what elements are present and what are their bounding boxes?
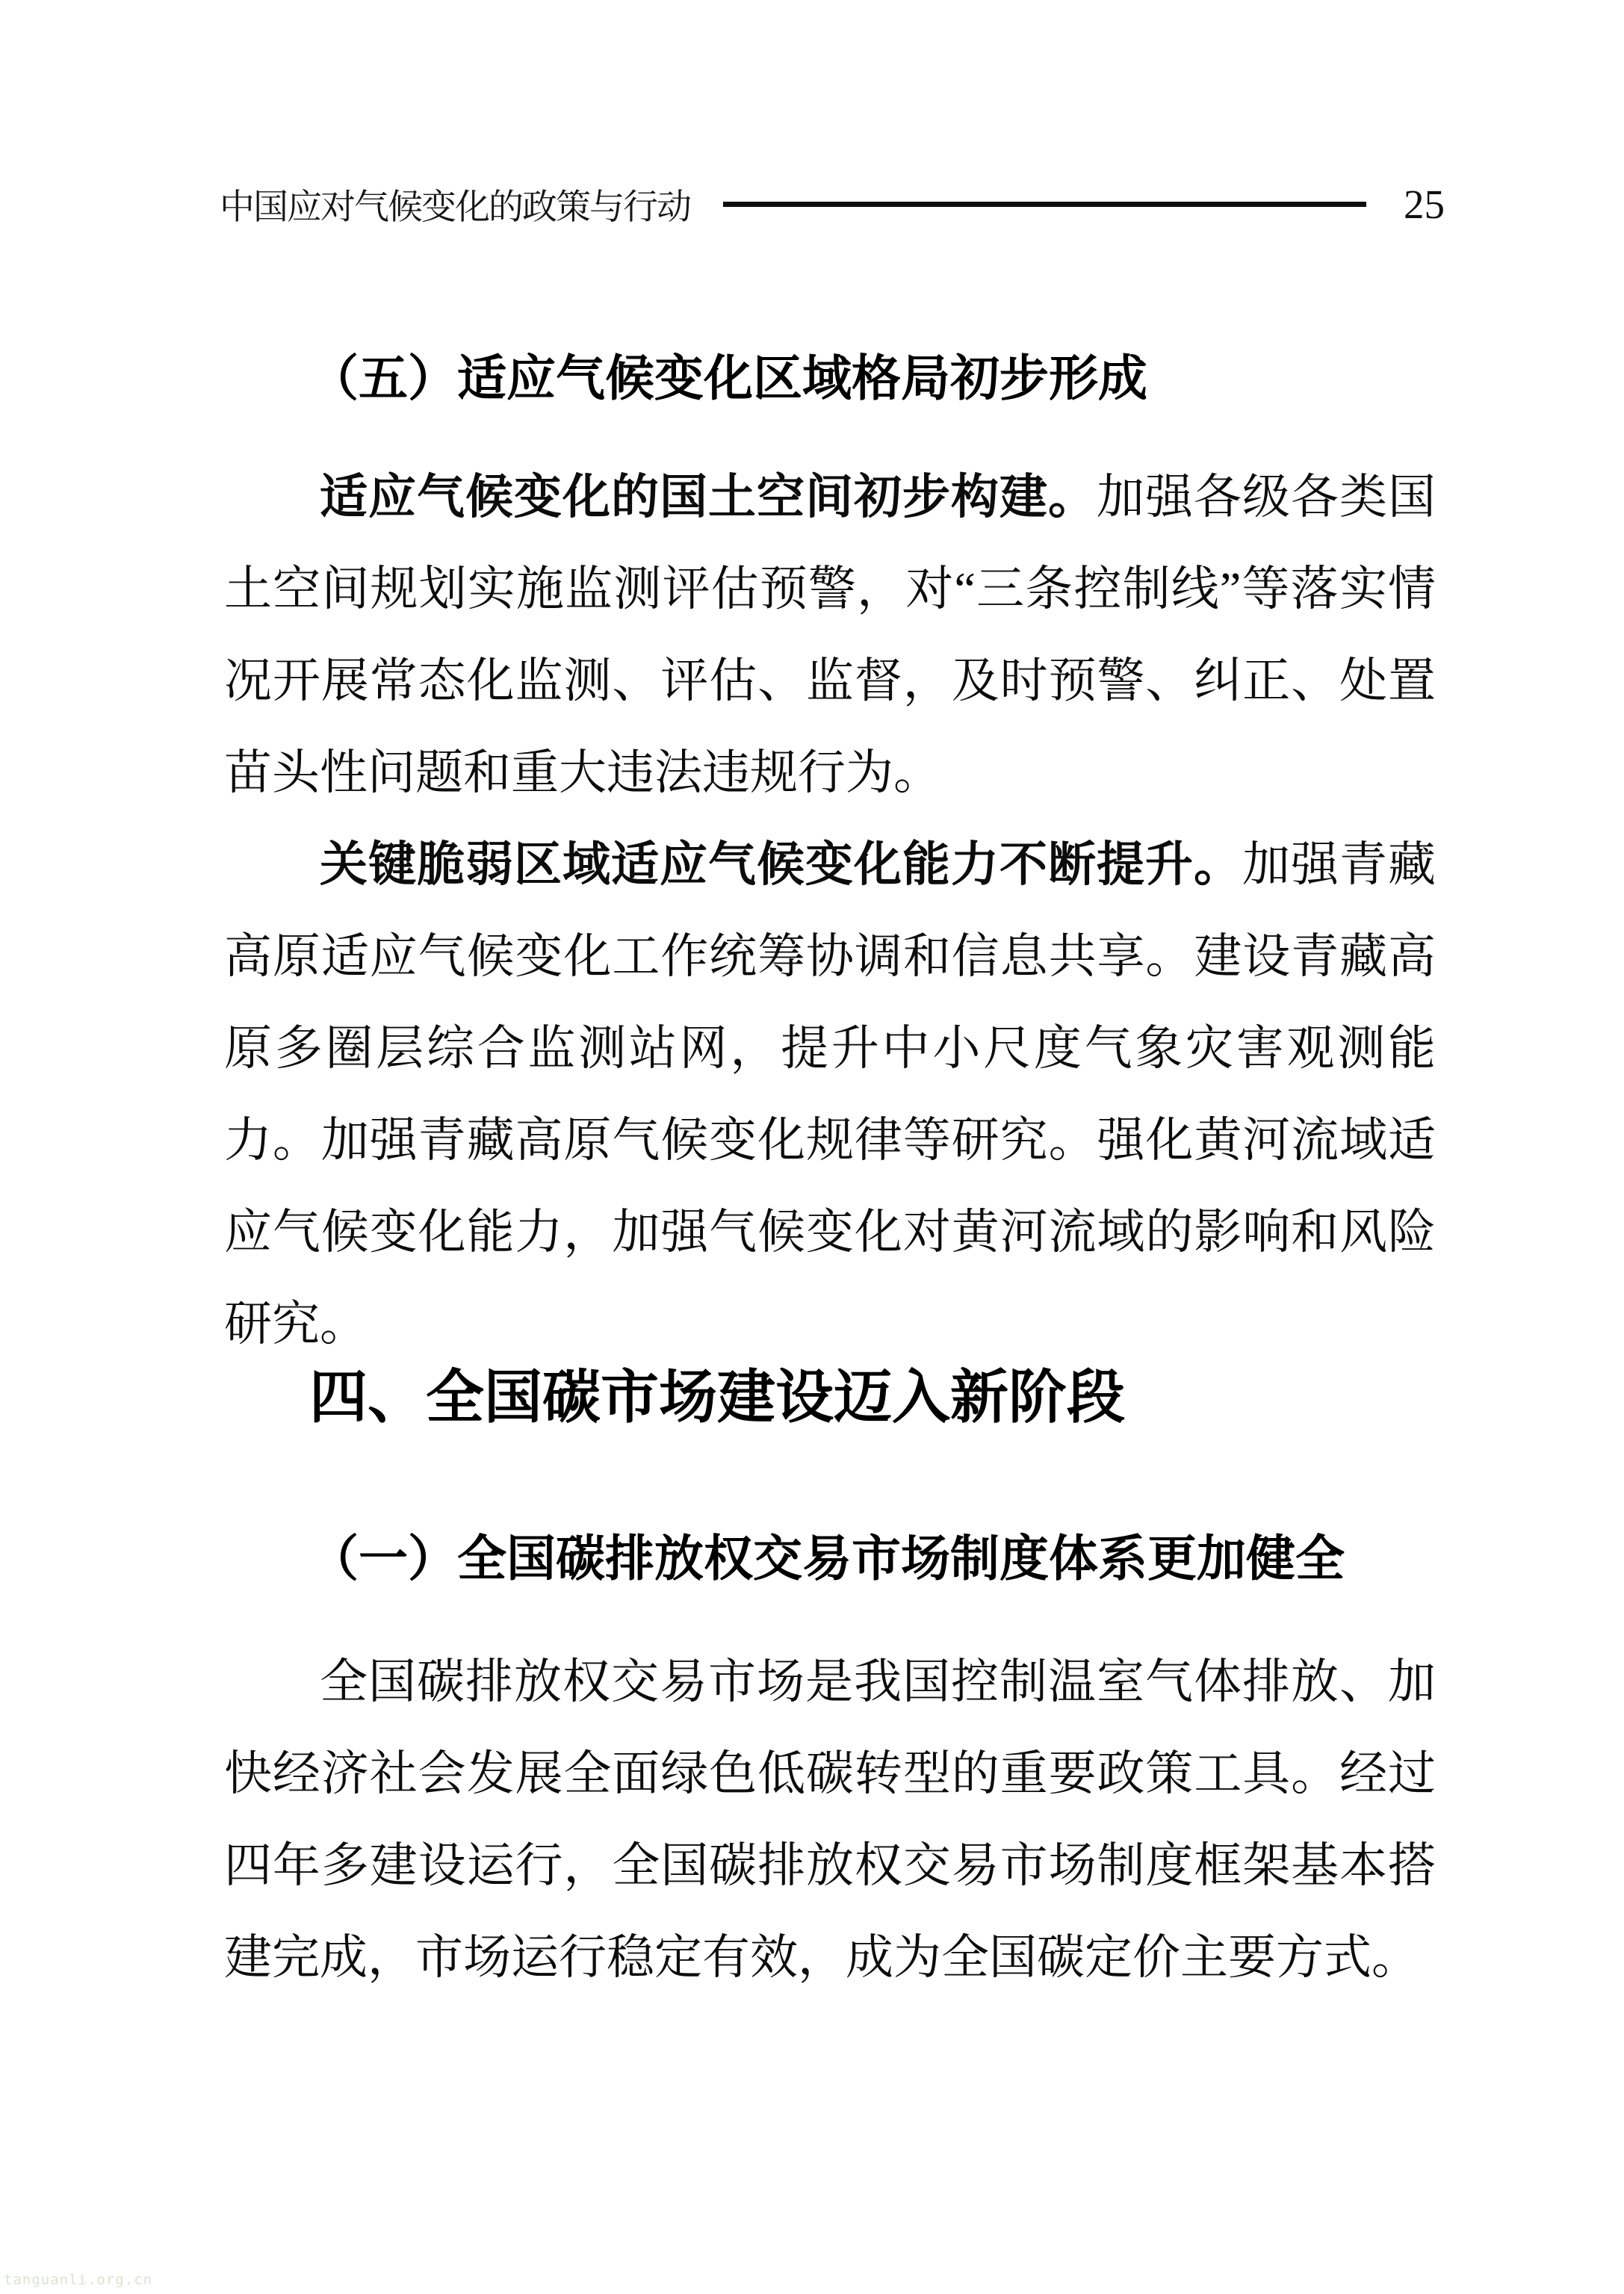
running-header: [220, 178, 1445, 230]
paragraph-body-text: 加强青藏高原适应气候变化工作统筹协调和信息共享。建设青藏高原多圈层综合监测站网，提升中小尺度气象灾害观测能力。加强青藏高原气候变化规律等研究。强化黄河流域适应气候变化能力，加强气候变化对黄河流域的影响和风险研究。: [224, 838, 1436, 1351]
paragraph-vulnerable-regions: [224, 819, 1436, 1370]
section-heading-4-1: （一）全国碳排放权交易市场制度体系更加健全: [309, 1532, 1345, 1587]
section-heading-5: （五）适应气候变化区域格局初步形成: [309, 352, 1147, 406]
paragraph-lead-bold: 适应气候变化的国土空间初步构建。: [320, 471, 1097, 524]
paragraph-carbon-market: 全国碳排放权交易市场是我国控制温室气体排放、加快经济社会发展全面绿色低碳转型的重要政策工具。经过四年多建设运行，全国碳排放权交易市场制度框架基本搭建完成，市场运行稳定有效，成为全国碳定价主要方式。: [224, 1655, 1436, 1984]
header-rule: [723, 202, 1366, 207]
chapter-heading-4: 四、全国碳市场建设迈入新阶段: [309, 1364, 1126, 1430]
site-watermark: tanguanli.org.cn: [4, 2272, 153, 2288]
paragraph-lead-bold: 关键脆弱区域适应气候变化能力不断提升。: [320, 838, 1242, 891]
paragraph-body-text: 加强各级各类国土空间规划实施监测评估预警，对“三条控制线”等落实情况开展常态化监测、评估、监督，及时预警、纠正、处置苗头性问题和重大违法违规行为。: [224, 471, 1436, 799]
page-number: 25: [1404, 181, 1445, 227]
document-title: 中国应对气候变化的政策与行动: [220, 186, 690, 226]
paragraph-adaptation-land: [224, 451, 1436, 819]
